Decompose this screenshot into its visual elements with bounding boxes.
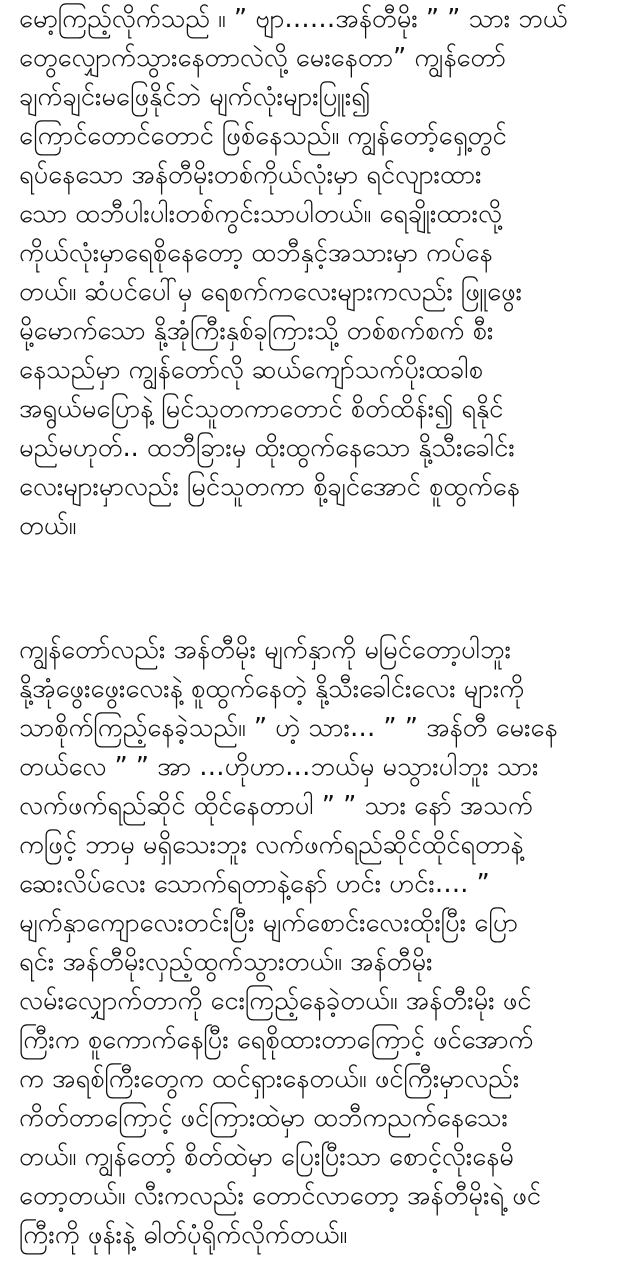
text-line: လမ်းလျှောက်တာကို ငေးကြည့်နေခဲ့တယ်။ အန်တီးမိုး ဖင် bbox=[19, 986, 532, 1016]
text-line: ကိတ်တာကြောင့် ဖင်ကြားထဲမှာ ထဘီကညက်နေသေး bbox=[19, 1103, 508, 1133]
text-line: တယ်။ ကျွန်တော့် စိတ်ထဲမှာ ပြေးပြီးသာ စောင့်လိုးနေမိ bbox=[19, 1142, 514, 1172]
text-line: က အရစ်ကြီးတွေက ထင်ရှားနေတယ်။ ဖင်ကြီးမှာလည်း bbox=[19, 1064, 520, 1094]
text-line: ကိုယ်လုံးမှာရေစိုနေတော့ ထဘီနှင့်အသားမှာ ကပ်နေ bbox=[19, 238, 493, 268]
text-line: မို့မောက်သော နို့အုံကြီးနှစ်ခုကြားသို့ တစ်စက်စက် စီး bbox=[19, 316, 494, 346]
text-line: သာစိုက်ကြည့်နေခဲ့သည်။ ” ဟဲ့ သား… ” ” အန်တီ မေးနေ bbox=[19, 713, 558, 743]
text-line: ရပ်နေသော အန်တီမိုးတစ်ကိုယ်လုံးမှာ ရင်လျားထား bbox=[19, 160, 482, 190]
text-line: တယ်လေ ” ” အာ …ဟိုဟာ…ဘယ်မှ မသွားပါဘူး သား bbox=[19, 752, 539, 782]
text-line: ကျွန်တော်လည်း အန်တီမိုး မျက်နှာကို မမြင်တော့ပါဘူး bbox=[19, 635, 512, 665]
text-line: ရင်း အန်တီမိုးလှည့်ထွက်သွားတယ်။ အန်တီမိုး bbox=[19, 947, 433, 977]
text-line: နေသည်မှာ ကျွန်တော်လို ဆယ်ကျော်သက်ပိုးထခါစ bbox=[19, 355, 483, 385]
text-line: ကြီးကို ဖုန်းနဲ့ ဓါတ်ပုံရိုက်လိုက်တယ်။ bbox=[19, 1220, 348, 1250]
text-line: ကြောင်တောင်တောင် ဖြစ်နေသည်။ ကျွန်တော့်ရှေ့တွင် bbox=[19, 121, 507, 151]
text-line: လေးများမှာလည်း မြင်သူတကာ စို့ချင်အောင် စူထွက်နေ bbox=[19, 472, 520, 502]
text-line: တွေလျှောက်သွားနေတာလဲလို့ မေးနေတာ” ကျွန်တော် bbox=[19, 43, 506, 73]
paragraph-1 bbox=[19, 0, 616, 546]
text-line: မည်မဟုတ်.. ထဘီခြားမှ ထိုးထွက်နေသော နို့သီးခေါင်း bbox=[19, 433, 515, 463]
text-line: လက်ဖက်ရည်ဆိုင် ထိုင်နေတာပါ ” ” သား နော် အသက် bbox=[19, 791, 533, 821]
text-line: အရွယ်မပြောနဲ့ မြင်သူတကာတောင် စိတ်ထိန်း၍ ရနိုင် bbox=[19, 394, 504, 424]
text-line: တော့တယ်။ လီးကလည်း တောင်လာတော့ အန်တီမိုးရဲ့ ဖင် bbox=[19, 1181, 541, 1211]
text-line: သော ထဘီပါးပါးတစ်ကွင်းသာပါတယ်။ ရေချိုးထားလို့ bbox=[19, 199, 502, 229]
text-line: နို့အုံဖွေးဖွေးလေးနဲ့ စူထွက်နေတဲ့ နို့သီးခေါင်းလေး များကို bbox=[19, 674, 525, 704]
text-line: တယ်။ ဆံပင်ပေါ်မှ ရေစက်ကလေးများကလည်း ဖြူဖွေး bbox=[19, 277, 523, 307]
text-line: ကြီးက စူကောက်နေပြီး ရေစိုထားတာကြောင့် ဖင်အောက် bbox=[19, 1025, 534, 1055]
text-line: ဆေးလိပ်လေး သောက်ရတာနဲ့နော် ဟင်း ဟင်း…. ” bbox=[19, 869, 490, 899]
text-line: ကဖြင့် ဘာမှ မရှိသေးဘူး လက်ဖက်ရည်ဆိုင်ထိုင်ရတာနဲ့ bbox=[19, 830, 524, 860]
text-line: မော့ကြည့်လိုက်သည် ။ ” ဗျာ……အန်တီမိုး ” ” သား ဘယ် bbox=[19, 4, 568, 34]
text-line: မျက်နှာကျောလေးတင်းပြီး မျက်စောင်းလေးထိုးပြီး ပြော bbox=[19, 908, 518, 938]
text-line: တယ်။ bbox=[19, 511, 77, 541]
paragraph-2 bbox=[19, 631, 616, 1255]
text-line: ချက်ချင်းမဖြေနိုင်ဘဲ မျက်လုံးများပြူး၍ bbox=[19, 82, 371, 112]
